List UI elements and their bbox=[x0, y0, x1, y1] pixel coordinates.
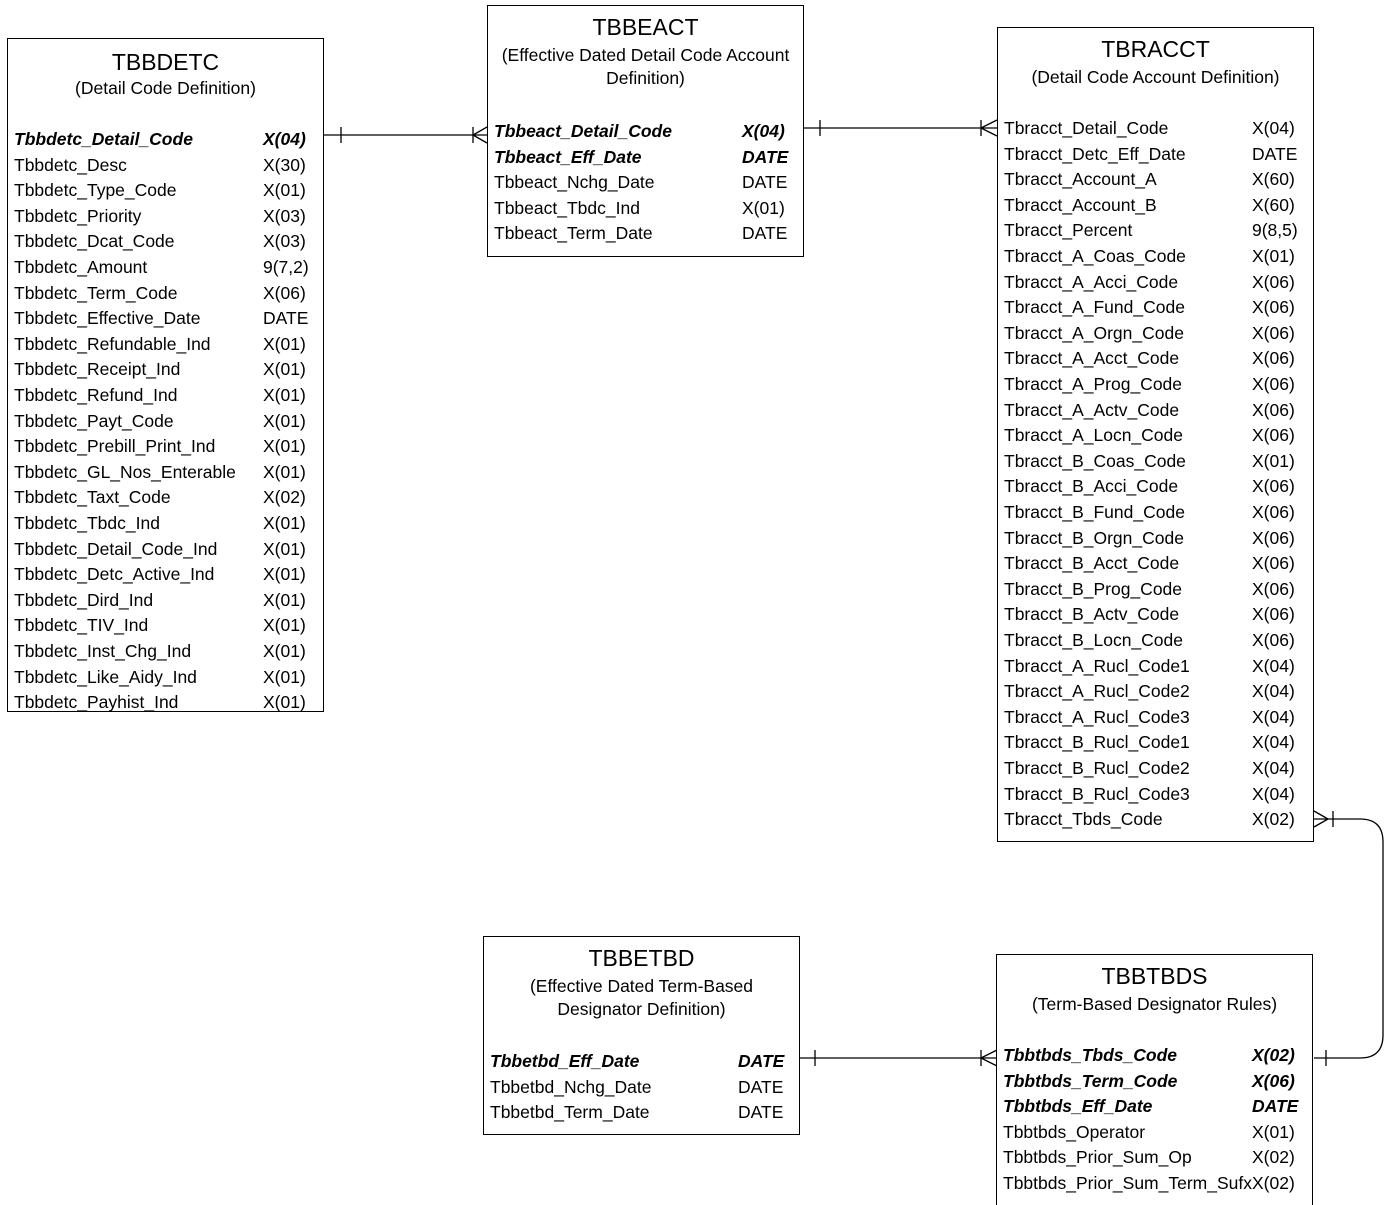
column-row bbox=[1004, 270, 1307, 296]
column-row bbox=[14, 434, 317, 460]
column-name: Tbracct_Detc_Eff_Date bbox=[1004, 143, 1186, 164]
relationship-tbbdetc-tbbeact bbox=[323, 127, 487, 143]
column-name: Tbracct_A_Prog_Code bbox=[1004, 374, 1183, 394]
column-type: X(01) bbox=[263, 564, 306, 585]
column-name: Tbbdetc_Detail_Code_Ind bbox=[14, 538, 218, 559]
column-name: Tbbtbds_Prior_Sum_Op bbox=[1003, 1147, 1192, 1168]
column-name: Tbbdetc_TIV_Ind bbox=[14, 615, 149, 636]
column-type: DATE bbox=[738, 1051, 785, 1071]
column-row bbox=[1004, 756, 1307, 782]
column-name: Tbbdetc_Detail_Code bbox=[14, 129, 193, 149]
column-name: Tbbdetc_Type_Code bbox=[14, 180, 177, 201]
column-type: X(01) bbox=[263, 692, 306, 713]
column-name: Tbracct_B_Acci_Code bbox=[1004, 476, 1179, 497]
column-type: DATE bbox=[1252, 143, 1298, 164]
column-type: X(01) bbox=[1252, 450, 1295, 471]
column-type: X(02) bbox=[1252, 1173, 1295, 1193]
column-name: Tbbdetc_Detc_Active_Ind bbox=[14, 564, 215, 585]
column-row bbox=[1004, 218, 1307, 244]
column-row bbox=[1004, 449, 1307, 475]
column-row bbox=[1004, 705, 1307, 731]
column-row bbox=[14, 383, 317, 409]
column-name: Tbracct_B_Orgn_Code bbox=[1004, 527, 1184, 548]
column-name: Tbracct_B_Prog_Code bbox=[1004, 578, 1183, 599]
column-name: Tbbdetc_Effective_Date bbox=[14, 308, 201, 329]
column-type: X(60) bbox=[1252, 169, 1295, 190]
column-type: X(04) bbox=[1252, 783, 1295, 804]
column-name: Tbbtbds_Tbds_Code bbox=[1003, 1045, 1178, 1065]
primary-key-column-row bbox=[14, 127, 317, 153]
column-type: X(01) bbox=[263, 436, 306, 457]
column-type: X(04) bbox=[263, 129, 306, 149]
column-type: X(01) bbox=[742, 197, 785, 218]
column-name: Tbbdetc_Prebill_Print_Ind bbox=[14, 436, 216, 457]
column-row bbox=[1004, 346, 1307, 372]
column-type: X(06) bbox=[1252, 527, 1295, 548]
column-name: Tbracct_A_Rucl_Code2 bbox=[1004, 681, 1190, 702]
column-name: Tbbetbd_Eff_Date bbox=[490, 1051, 640, 1071]
column-row bbox=[14, 665, 317, 691]
column-row bbox=[1004, 730, 1307, 756]
column-name: Tbracct_B_Actv_Code bbox=[1004, 604, 1180, 625]
column-row bbox=[494, 221, 797, 247]
column-row bbox=[14, 562, 317, 588]
column-type: DATE bbox=[738, 1102, 784, 1123]
column-name: Tbbeact_Eff_Date bbox=[494, 146, 642, 167]
column-type: DATE bbox=[738, 1076, 784, 1097]
column-row bbox=[1003, 1171, 1306, 1197]
column-name: Tbbdetc_Receipt_Ind bbox=[14, 359, 181, 380]
column-type: X(01) bbox=[1252, 246, 1295, 266]
column-type: X(04) bbox=[1252, 655, 1295, 676]
column-row bbox=[14, 460, 317, 486]
column-name: Tbbdetc_Refund_Ind bbox=[14, 385, 178, 405]
column-name: Tbracct_A_Rucl_Code1 bbox=[1004, 655, 1190, 676]
column-name: Tbbeact_Tbdc_Ind bbox=[494, 197, 640, 218]
column-name: Tbbdetc_Refundable_Ind bbox=[14, 333, 211, 354]
column-name: Tbracct_Account_B bbox=[1004, 194, 1157, 215]
column-row bbox=[1004, 807, 1307, 833]
column-row bbox=[1003, 1120, 1306, 1146]
column-name: Tbracct_A_Acct_Code bbox=[1004, 348, 1180, 369]
column-name: Tbracct_A_Actv_Code bbox=[1004, 399, 1180, 420]
column-row bbox=[1004, 782, 1307, 808]
column-name: Tbbdetc_GL_Nos_Enterable bbox=[14, 461, 236, 482]
column-name: Tbbeact_Nchg_Date bbox=[494, 172, 655, 193]
column-type: DATE bbox=[742, 172, 788, 193]
column-type: X(01) bbox=[263, 641, 306, 661]
column-row bbox=[1004, 500, 1307, 526]
column-row bbox=[1004, 679, 1307, 705]
column-name: Tbbdetc_Inst_Chg_Ind bbox=[14, 641, 192, 661]
column-type: DATE bbox=[742, 223, 788, 244]
column-name: Tbbdetc_Amount bbox=[14, 257, 148, 277]
column-row bbox=[14, 357, 317, 383]
primary-key-column-row bbox=[494, 145, 797, 171]
column-row bbox=[490, 1075, 793, 1101]
column-row bbox=[1004, 423, 1307, 449]
column-name: Tbbtbds_Operator bbox=[1003, 1121, 1146, 1142]
column-row bbox=[14, 178, 317, 204]
entity-title: TBBDETC bbox=[111, 49, 220, 75]
entity-description: (Detail Code Account Definition) bbox=[1031, 67, 1280, 87]
column-row bbox=[14, 229, 317, 255]
column-name: Tbbtbds_Term_Code bbox=[1003, 1070, 1178, 1091]
column-type: X(06) bbox=[1252, 348, 1295, 369]
column-name: Tbbdetc_Like_Aidy_Ind bbox=[14, 666, 197, 687]
column-row bbox=[1004, 577, 1307, 603]
column-row bbox=[1004, 551, 1307, 577]
column-type: X(03) bbox=[263, 231, 306, 252]
column-name: Tbbdetc_Desc bbox=[14, 154, 127, 175]
column-name: Tbbetbd_Term_Date bbox=[490, 1102, 650, 1123]
column-type: X(06) bbox=[1252, 476, 1295, 497]
column-name: Tbracct_B_Coas_Code bbox=[1004, 450, 1186, 471]
column-name: Tbbetbd_Nchg_Date bbox=[490, 1076, 652, 1097]
column-type: X(04) bbox=[1252, 118, 1295, 138]
column-type: X(01) bbox=[263, 666, 306, 687]
column-type: DATE bbox=[263, 308, 309, 329]
column-row bbox=[14, 537, 317, 563]
column-row bbox=[14, 613, 317, 639]
column-type: X(01) bbox=[263, 410, 306, 431]
column-name: Tbracct_A_Orgn_Code bbox=[1004, 322, 1184, 343]
column-type: X(01) bbox=[263, 385, 306, 405]
relationship-tbracct-tbbtbds bbox=[1314, 811, 1383, 1066]
column-name: Tbracct_A_Fund_Code bbox=[1004, 297, 1185, 318]
column-row bbox=[1004, 398, 1307, 424]
column-type: X(06) bbox=[1252, 322, 1295, 343]
column-type: X(03) bbox=[263, 205, 306, 226]
column-type: X(02) bbox=[1252, 1045, 1295, 1065]
column-name: Tbracct_A_Acci_Code bbox=[1004, 271, 1179, 292]
column-name: Tbbdetc_Dcat_Code bbox=[14, 231, 175, 252]
column-type: X(04) bbox=[742, 121, 785, 141]
column-type: DATE bbox=[742, 146, 789, 167]
column-row bbox=[14, 588, 317, 614]
column-name: Tbbtbds_Eff_Date bbox=[1003, 1096, 1153, 1117]
column-name: Tbbdetc_Payhist_Ind bbox=[14, 692, 179, 713]
column-row bbox=[14, 281, 317, 307]
column-row bbox=[1004, 602, 1307, 628]
column-type: X(01) bbox=[1252, 1121, 1295, 1142]
column-type: X(06) bbox=[1252, 297, 1295, 318]
column-row bbox=[1003, 1145, 1306, 1171]
column-row bbox=[1004, 244, 1307, 270]
column-type: X(06) bbox=[1252, 374, 1295, 394]
primary-key-column-row bbox=[1003, 1094, 1306, 1120]
primary-key-column-row bbox=[490, 1049, 793, 1075]
column-type: X(02) bbox=[263, 487, 306, 508]
column-row bbox=[1004, 526, 1307, 552]
column-row bbox=[14, 485, 317, 511]
column-row bbox=[14, 255, 317, 281]
column-type: X(06) bbox=[1252, 399, 1295, 420]
column-row bbox=[1004, 321, 1307, 347]
column-type: X(06) bbox=[1252, 578, 1295, 599]
column-row bbox=[1004, 654, 1307, 680]
column-type: X(06) bbox=[1252, 604, 1295, 625]
column-name: Tbracct_B_Rucl_Code1 bbox=[1004, 732, 1190, 753]
column-type: X(04) bbox=[1252, 681, 1295, 702]
column-row bbox=[14, 409, 317, 435]
column-type: X(30) bbox=[263, 154, 306, 175]
column-row bbox=[1004, 372, 1307, 398]
column-row bbox=[14, 306, 317, 332]
column-type: X(01) bbox=[263, 538, 306, 559]
column-row bbox=[14, 153, 317, 179]
column-row bbox=[1004, 295, 1307, 321]
column-type: X(06) bbox=[1252, 1070, 1295, 1091]
column-type: DATE bbox=[1252, 1096, 1299, 1117]
column-type: X(04) bbox=[1252, 732, 1295, 753]
column-type: X(01) bbox=[263, 180, 306, 201]
entity-title: TBBEACT bbox=[592, 14, 699, 40]
column-name: Tbracct_B_Rucl_Code3 bbox=[1004, 783, 1190, 804]
column-type: X(06) bbox=[1252, 425, 1295, 446]
entity-description: (Effective Dated Detail Code Account Definition) bbox=[501, 45, 790, 88]
primary-key-column-row bbox=[494, 119, 797, 145]
primary-key-column-row bbox=[1003, 1043, 1306, 1069]
column-row bbox=[14, 690, 317, 716]
column-type: X(06) bbox=[1252, 630, 1295, 650]
column-name: Tbracct_B_Locn_Code bbox=[1004, 630, 1183, 650]
entity-description: (Detail Code Definition) bbox=[75, 78, 256, 98]
column-name: Tbbdetc_Priority bbox=[14, 205, 142, 226]
column-name: Tbracct_B_Fund_Code bbox=[1004, 502, 1185, 522]
column-type: X(01) bbox=[263, 461, 306, 482]
entity-tbbeact[interactable] bbox=[487, 5, 804, 257]
column-name: Tbracct_A_Rucl_Code3 bbox=[1004, 706, 1190, 727]
column-type: X(02) bbox=[1252, 1147, 1295, 1168]
column-name: Tbbdetc_Tbdc_Ind bbox=[14, 513, 160, 533]
column-type: X(01) bbox=[263, 359, 306, 380]
column-type: X(06) bbox=[263, 282, 306, 303]
column-name: Tbbdetc_Payt_Code bbox=[14, 410, 174, 431]
column-row bbox=[14, 204, 317, 230]
column-type: X(01) bbox=[263, 615, 306, 636]
column-name: Tbracct_B_Rucl_Code2 bbox=[1004, 758, 1190, 778]
column-type: X(04) bbox=[1252, 706, 1295, 727]
relationship-tbbetbd-tbbtbds bbox=[799, 1050, 997, 1066]
column-row bbox=[14, 639, 317, 665]
column-name: Tbracct_Percent bbox=[1004, 220, 1133, 241]
column-name: Tbracct_Tbds_Code bbox=[1004, 809, 1163, 830]
column-name: Tbbdetc_Dird_Ind bbox=[14, 589, 154, 610]
column-row bbox=[1004, 628, 1307, 654]
column-type: X(06) bbox=[1252, 502, 1295, 522]
entity-description: (Effective Dated Term-Based Designator Definition) bbox=[529, 976, 754, 1019]
column-type: X(01) bbox=[263, 513, 306, 533]
column-type: X(06) bbox=[1252, 271, 1295, 292]
column-name: Tbbeact_Detail_Code bbox=[494, 121, 672, 141]
column-name: Tbracct_B_Acct_Code bbox=[1004, 553, 1180, 574]
column-name: Tbbdetc_Taxt_Code bbox=[14, 487, 171, 508]
column-type: X(60) bbox=[1252, 194, 1295, 215]
entity-tbbtbds[interactable] bbox=[996, 954, 1313, 1205]
column-row bbox=[494, 196, 797, 222]
entity-title: TBRACCT bbox=[1101, 36, 1210, 62]
column-type: 9(7,2) bbox=[263, 257, 309, 277]
column-row bbox=[490, 1100, 793, 1126]
column-row bbox=[1004, 167, 1307, 193]
column-name: Tbracct_Account_A bbox=[1004, 169, 1157, 190]
column-row bbox=[1004, 193, 1307, 219]
column-row bbox=[1004, 142, 1307, 168]
column-row bbox=[1004, 474, 1307, 500]
column-row bbox=[14, 332, 317, 358]
relationship-tbbeact-tbracct bbox=[803, 120, 997, 136]
entity-tbracct[interactable] bbox=[997, 27, 1314, 842]
column-type: X(06) bbox=[1252, 553, 1295, 574]
entity-title: TBBTBDS bbox=[1101, 963, 1208, 989]
entity-title: TBBETBD bbox=[588, 945, 695, 971]
column-type: X(01) bbox=[263, 333, 306, 354]
column-row bbox=[494, 170, 797, 196]
column-name: Tbbeact_Term_Date bbox=[494, 223, 653, 244]
column-name: Tbbdetc_Term_Code bbox=[14, 282, 178, 303]
column-type: X(04) bbox=[1252, 758, 1295, 778]
column-row bbox=[14, 511, 317, 537]
column-type: X(02) bbox=[1252, 809, 1295, 830]
column-name: Tbbtbds_Prior_Sum_Term_Sufx bbox=[1003, 1173, 1252, 1193]
column-type: X(01) bbox=[263, 589, 306, 610]
column-name: Tbracct_A_Locn_Code bbox=[1004, 425, 1183, 446]
entity-tbbetbd[interactable] bbox=[483, 936, 800, 1135]
column-row bbox=[1004, 116, 1307, 142]
entity-tbbdetc[interactable] bbox=[7, 38, 324, 712]
primary-key-column-row bbox=[1003, 1069, 1306, 1095]
column-type: 9(8,5) bbox=[1252, 220, 1298, 241]
entity-description: (Term-Based Designator Rules) bbox=[1031, 994, 1278, 1014]
column-name: Tbracct_Detail_Code bbox=[1004, 118, 1169, 138]
column-name: Tbracct_A_Coas_Code bbox=[1004, 246, 1186, 266]
